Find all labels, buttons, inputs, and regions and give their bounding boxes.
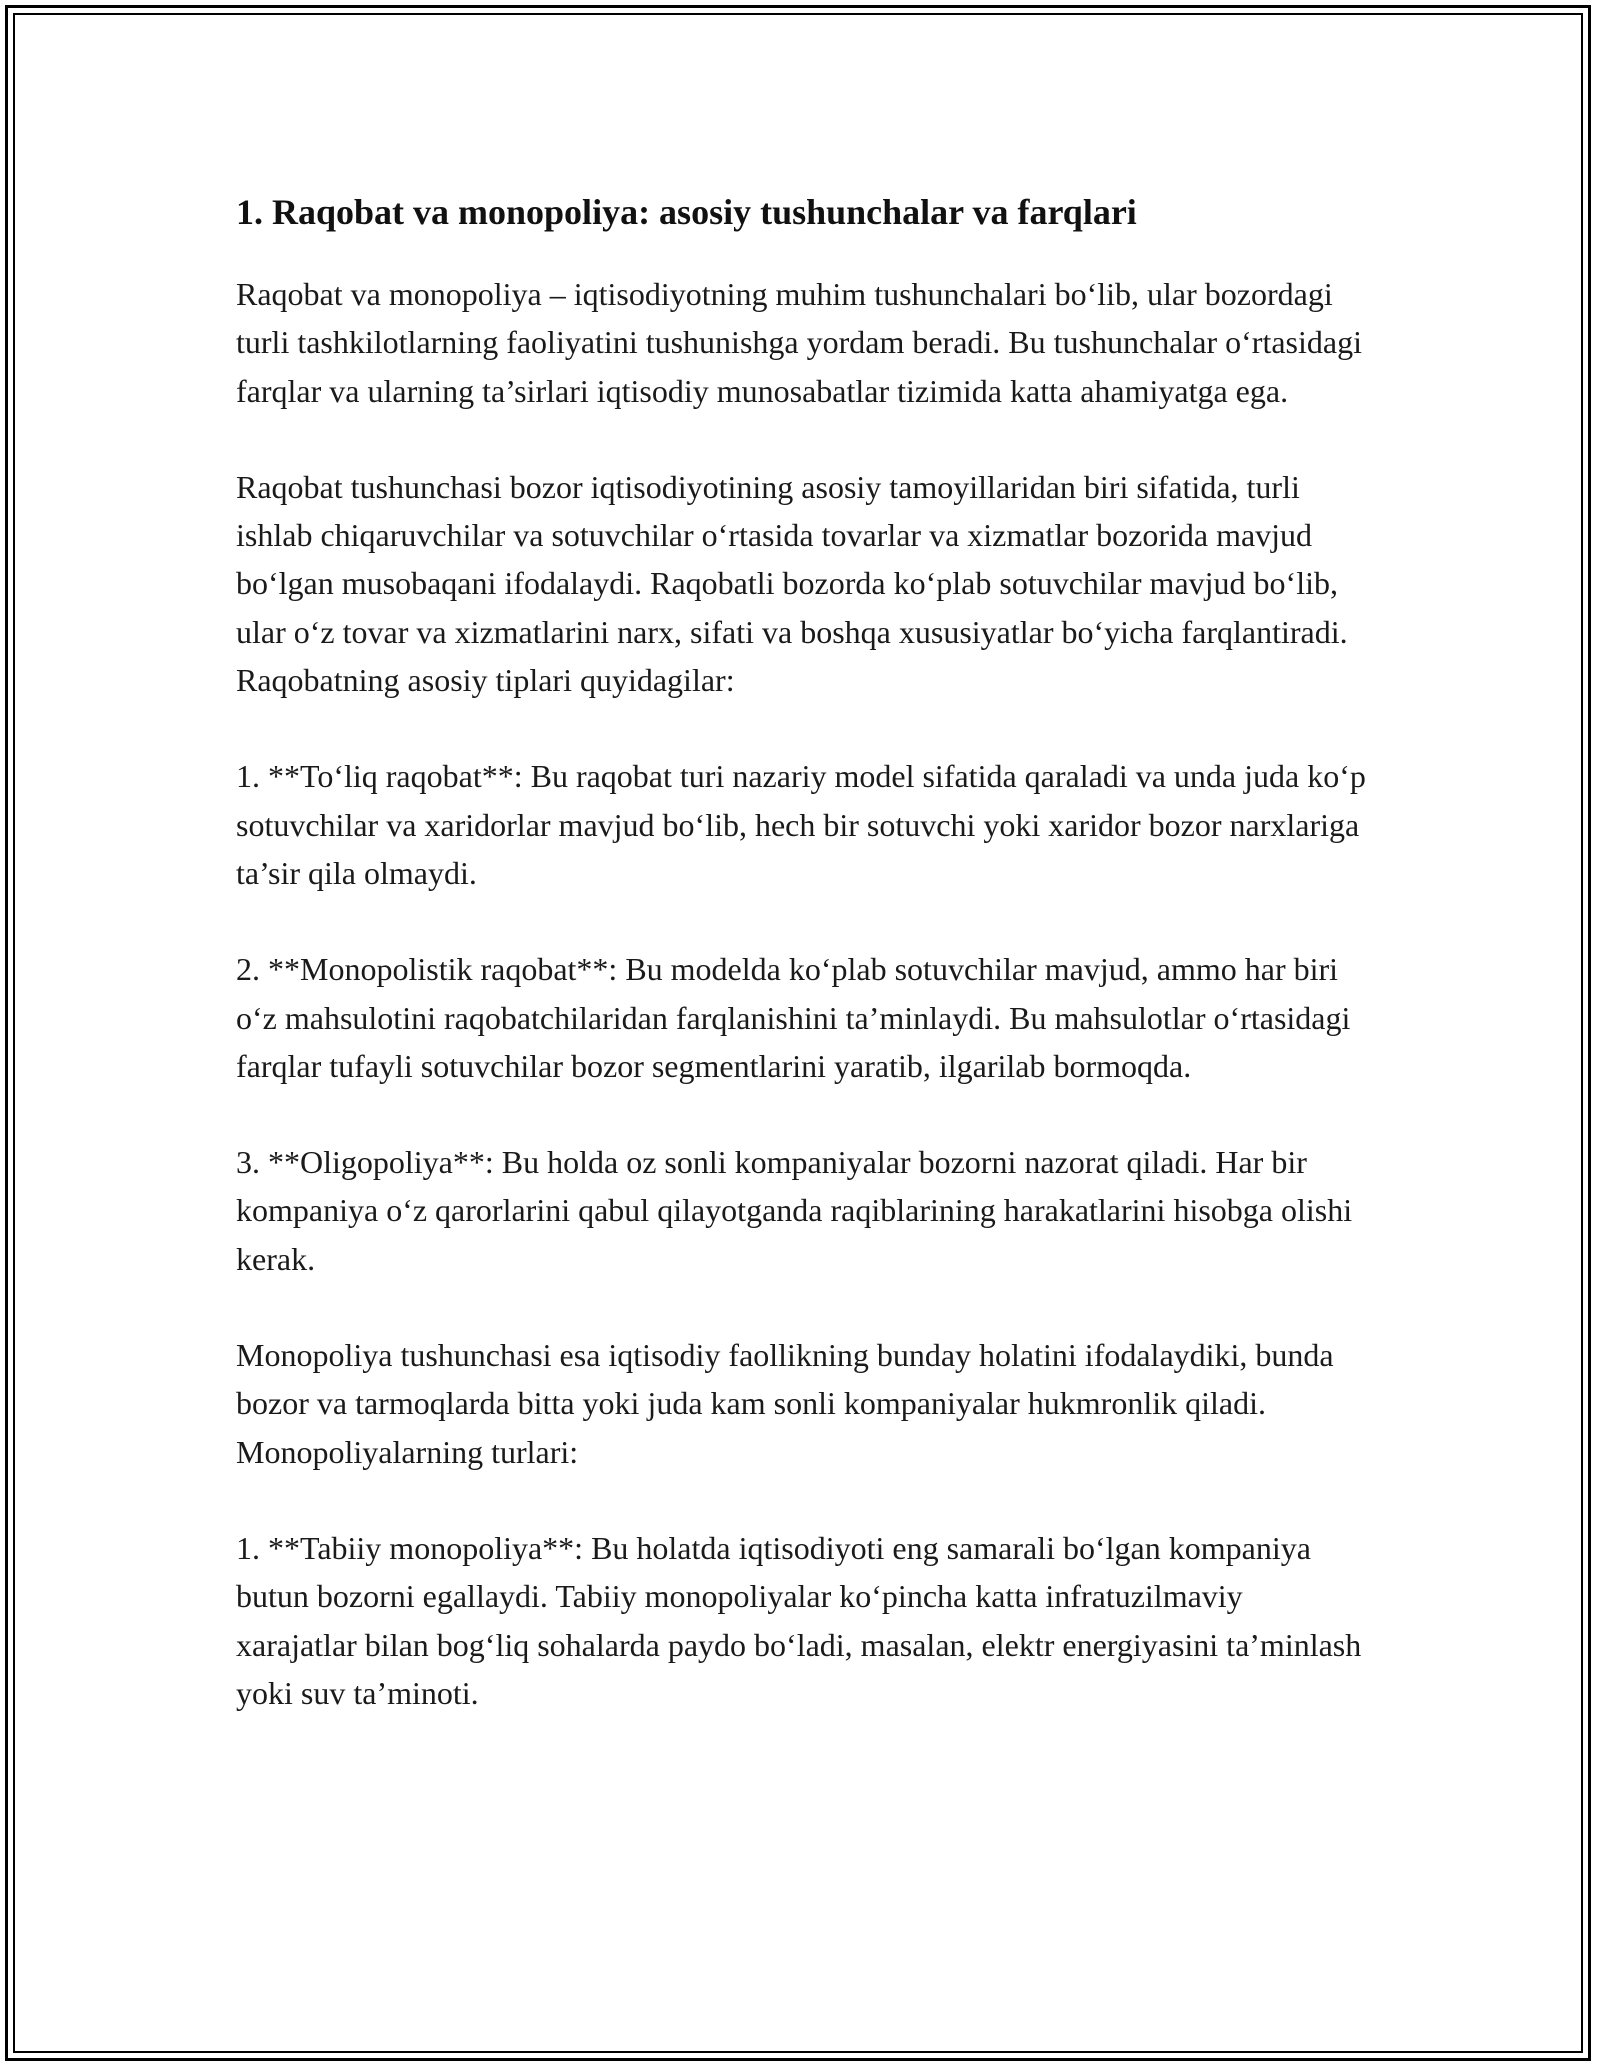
paragraph-monopoly: Monopoliya tushunchasi esa iqtisodiy faollikning bunday holatini ifodalaydiki, bunda bozor va tarmoqlarda bitta yoki juda kam sonli kompaniyalar hukmronlik qiladi. Monopoliyalarning turlari:	[236, 1337, 1334, 1470]
document-body	[236, 188, 1366, 1765]
list-item-perfect-competition: 1. **To‘liq raqobat**: Bu raqobat turi nazariy model sifatida qaraladi va unda juda ko‘p sotuvchilar va xaridorlar mavjud bo‘lib, hech bir sotuvchi yoki xaridor bozor narxlariga ta’sir qila olmaydi.	[236, 758, 1366, 891]
list-item-natural-monopoly: 1. **Tabiiy monopoliya**: Bu holatda iqtisodiyoti eng samarali bo‘lgan kompaniya butun bozorni egallaydi. Tabiiy monopoliyalar ko‘pincha katta infratuzilmaviy xarajatlar bilan bog‘liq sohalarda paydo bo‘ladi, masalan, elektr energiyasini ta’minlash yoki suv ta’minoti.	[236, 1529, 1362, 1711]
list-item-monopolistic-competition: 2. **Monopolistik raqobat**: Bu modelda ko‘plab sotuvchilar mavjud, ammo har biri o‘z mahsulotini raqobatchilaridan farqlanishini ta’minlaydi. Bu mahsulotlar o‘rtasidagi farqlar tufayli sotuvchilar bozor segmentlarini yaratib, ilgarilab bormoqda.	[236, 951, 1351, 1084]
paragraph-intro: Raqobat va monopoliya – iqtisodiyotning muhim tushunchalari bo‘lib, ular bozordagi turli tashkilotlarning faoliyatini tushunishga yordam beradi. Bu tushunchalar o‘rtasidagi farqlar va ularning ta’sirlari iqtisodiy munosabatlar tizimida katta ahamiyatga ega.	[236, 276, 1362, 409]
paragraph-competition: Raqobat tushunchasi bozor iqtisodiyotining asosiy tamoyillaridan biri sifatida, turli ishlab chiqaruvchilar va sotuvchilar o‘rtasida tovarlar va xizmatlar bozorida mavjud bo‘lgan musobaqani ifodalaydi. Raqobatli bozorda ko‘plab sotuvchilar mavjud bo‘lib, ular o‘z tovar va xizmatlarini narx, sifati va boshqa xususiyatlar bo‘yicha farqlantiradi. Raqobatning asosiy tiplari quyidagilar:	[236, 468, 1348, 699]
section-heading: 1. Raqobat va monopoliya: asosiy tushunchalar va farqlari	[236, 192, 1137, 232]
list-item-oligopoly: 3. **Oligopoliya**: Bu holda oz sonli kompaniyalar bozorni nazorat qiladi. Har bir kompaniya o‘z qarorlarini qabul qilayotganda raqiblarining harakatlarini hisobga olishi kerak.	[236, 1144, 1353, 1277]
